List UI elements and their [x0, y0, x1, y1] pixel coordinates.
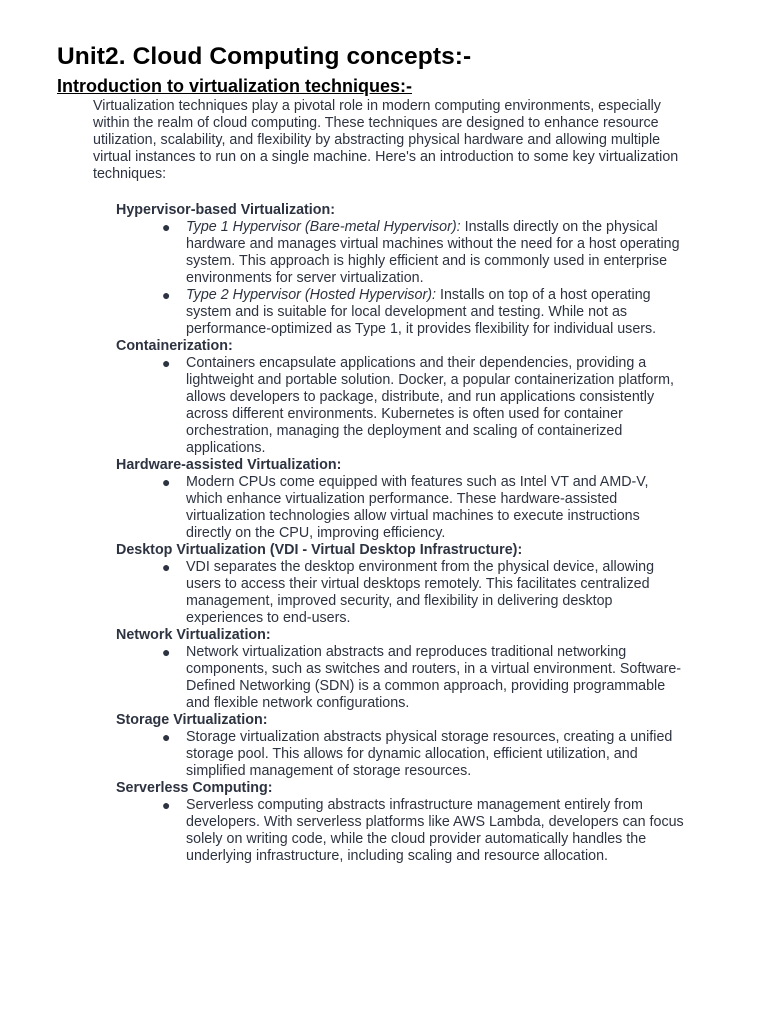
item-lead: Type 1 Hypervisor (Bare-metal Hypervisor):	[186, 219, 461, 235]
bullet-list	[116, 729, 686, 780]
list-item	[116, 559, 686, 627]
bullet-list	[116, 219, 686, 338]
list-item	[116, 797, 686, 865]
bullet-icon: ●	[162, 559, 171, 575]
item-text: Installs directly on the physical hardware and manages virtual machines without the need for a host operating system. This approach is highly efficient and is commonly used in enterprise environments for server virtualization.	[186, 219, 680, 286]
section-heading: Serverless Computing:	[116, 780, 273, 796]
bullet-icon: ●	[162, 474, 171, 490]
bullet-list	[116, 355, 686, 457]
section-heading: Hardware-assisted Virtualization:	[116, 457, 342, 473]
list-item	[116, 355, 686, 457]
bullet-icon: ●	[162, 219, 171, 235]
item-text: Network virtualization abstracts and reproduces traditional networking components, such as switches and routers, in a virtual environment. Software-Defined Networking (SDN) is a common approach, providing programmable and flexible network configurations.	[186, 644, 682, 711]
section-subtitle: Introduction to virtualization techniques:-	[57, 76, 412, 96]
list-item	[116, 287, 686, 338]
section-heading: Network Virtualization:	[116, 627, 271, 643]
item-text: Installs on top of a host operating system and is suitable for local development and testing. While not as performance-optimized as Type 1, it provides flexibility for individual users.	[186, 287, 657, 337]
item-text: VDI separates the desktop environment from the physical device, allowing users to access their virtual desktops remotely. This facilitates centralized management, improved security, and flexibility in delivering desktop experiences to end-users.	[186, 559, 655, 626]
item-text: Storage virtualization abstracts physical storage resources, creating a unified storage pool. This allows for dynamic allocation, efficient utilization, and simplified management of storage resources.	[186, 729, 673, 779]
section-heading: Storage Virtualization:	[116, 712, 268, 728]
list-item	[116, 474, 686, 542]
bullet-list	[116, 644, 686, 712]
page-title: Unit2. Cloud Computing concepts:-	[57, 43, 472, 70]
bullet-list	[116, 797, 686, 865]
section-heading: Containerization:	[116, 338, 233, 354]
bullet-list	[116, 474, 686, 542]
intro-paragraph: Virtualization techniques play a pivotal role in modern computing environments, especially within the realm of cloud computing. These techniques are designed to enhance resource utilization, scalability, and flexibility by abstracting physical hardware and allowing multiple virtual instances to run on a single machine. Here's an introduction to some key virtualization techniques:	[93, 98, 679, 182]
item-text: Modern CPUs come equipped with features such as Intel VT and AMD-V, which enhance virtualization performance. These hardware-assisted virtualization technologies allow virtual machines to execute instructions directly on the CPU, improving efficiency.	[186, 474, 649, 541]
list-item	[116, 729, 686, 780]
item-text: Containers encapsulate applications and their dependencies, providing a lightweight and portable solution. Docker, a popular containerization platform, allows developers to package, distribute, and run applications consistently across different environments. Kubernetes is often used for container orchestration, managing the deployment and scaling of containerized applications.	[186, 355, 674, 456]
bullet-icon: ●	[162, 644, 171, 660]
item-lead: Type 2 Hypervisor (Hosted Hypervisor):	[186, 287, 436, 303]
section-heading: Desktop Virtualization (VDI - Virtual Desktop Infrastructure):	[116, 542, 523, 558]
item-text: Serverless computing abstracts infrastructure management entirely from developers. With serverless platforms like AWS Lambda, developers can focus solely on writing code, while the cloud provider automatically handles the underlying infrastructure, including scaling and resource allocation.	[186, 797, 684, 864]
list-item	[116, 219, 686, 287]
bullet-icon: ●	[162, 287, 171, 303]
bullet-icon: ●	[162, 729, 171, 745]
list-item	[116, 644, 686, 712]
bullet-list	[116, 559, 686, 627]
section-heading: Hypervisor-based Virtualization:	[116, 202, 336, 218]
bullet-icon: ●	[162, 797, 171, 813]
bullet-icon: ●	[162, 355, 171, 371]
technique-sections	[116, 202, 686, 865]
